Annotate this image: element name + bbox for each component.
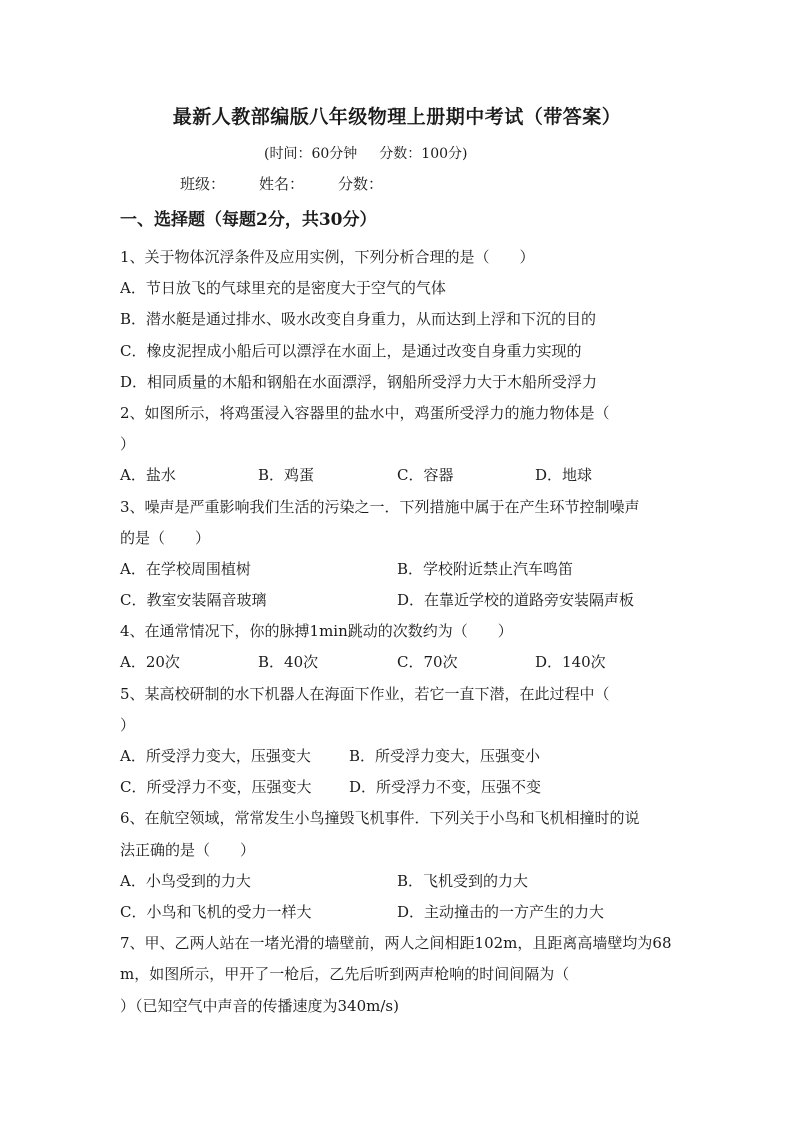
answer-option: D．所受浮力不变，压强不变 (349, 778, 542, 797)
student-fields (180, 174, 417, 194)
options-row (120, 866, 680, 897)
answer-option: D．140次 (535, 653, 606, 672)
question-line: 6、在航空领域，常常发生小鸟撞毁飞机事件．下列关于小鸟和飞机相撞时的说 (120, 809, 640, 828)
answer-option: B．所受浮力变大，压强变小 (349, 747, 541, 765)
answer-option: D．主动撞击的一方产生的力大 (397, 902, 605, 921)
class-field: 班级： (180, 175, 226, 193)
question-line: 法正确的是（ ） (120, 840, 256, 859)
answer-option: A．20次 (120, 653, 180, 672)
answer-option: C．小鸟和飞机的受力一样大 (120, 902, 312, 921)
question-line: 1、关于物体沉浮条件及应用实例，下列分析合理的是（ ） (120, 248, 535, 266)
options-row (120, 772, 680, 803)
options-row (120, 460, 680, 491)
options-row (120, 647, 680, 678)
exam-meta (264, 144, 489, 164)
answer-option: B．40次 (258, 653, 319, 672)
options-row (120, 741, 680, 772)
answer-option: A．在学校周围植树 (120, 559, 251, 578)
options-row (120, 585, 680, 616)
question-line: 的是（ ） (120, 528, 211, 547)
answer-option: D．在靠近学校的道路旁安装隔声板 (397, 591, 635, 610)
question-line: 5、某高校研制的水下机器人在海面下作业，若它一直下潜，在此过程中（ (120, 684, 610, 703)
answer-option: B．飞机受到的力大 (397, 871, 529, 890)
answer-option: A．盐水 (120, 466, 176, 485)
question-line: ）（已知空气中声音的传播速度为340m/s) (120, 996, 399, 1015)
question-line: C．橡皮泥捏成小船后可以漂浮在水面上，是通过改变自身重力实现的 (120, 341, 582, 360)
question-line: ） (120, 435, 136, 454)
question-line: 4、在通常情况下，你的脉搏1min跳动的次数约为（ ） (120, 622, 513, 641)
total-score: 分数：100分) (379, 146, 468, 162)
question-line: m，如图所示，甲开了一枪后，乙先后听到两声枪响的时间间隔为（ (120, 965, 570, 984)
answer-option: C．70次 (397, 653, 458, 672)
question-line: D．相同质量的木船和钢船在水面漂浮，钢船所受浮力大于木船所受浮力 (120, 372, 598, 391)
question-line: A．节日放飞的气球里充的是密度大于空气的气体 (120, 279, 446, 298)
question-line: 3、噪声是严重影响我们生活的污染之一．下列措施中属于在产生环节控制噪声 (120, 497, 640, 516)
question-list (120, 242, 680, 1022)
question-line: ） (120, 715, 136, 734)
score-field: 分数： (338, 175, 384, 193)
section-heading: 一、选择题（每题2分，共30分） (120, 210, 377, 230)
answer-option: A．小鸟受到的力大 (120, 871, 251, 890)
answer-option: C．教室安装隔音玻璃 (120, 591, 267, 610)
answer-option: A．所受浮力变大，压强变大 (120, 747, 311, 765)
options-row (120, 897, 680, 928)
answer-option: B．鸡蛋 (258, 466, 315, 485)
time-limit: (时间：60分钟 (264, 146, 358, 162)
page-title: 最新人教部编版八年级物理上册期中考试（带答案） (172, 106, 622, 128)
options-row (120, 554, 680, 585)
question-line: B．潜水艇是通过排水、吸水改变自身重力，从而达到上浮和下沉的目的 (120, 310, 597, 329)
answer-option: D．地球 (535, 466, 593, 485)
answer-option: C．容器 (397, 466, 454, 485)
name-field: 姓名： (259, 175, 305, 193)
question-line: 2、如图所示，将鸡蛋浸入容器里的盐水中，鸡蛋所受浮力的施力物体是（ (120, 403, 610, 422)
answer-option: C．所受浮力不变，压强变大 (120, 778, 312, 797)
answer-option: B．学校附近禁止汽车鸣笛 (397, 559, 574, 578)
question-line: 7、甲、乙两人站在一堵光滑的墙壁前，两人之间相距102m，且距离高墙壁均为68 (120, 934, 672, 953)
